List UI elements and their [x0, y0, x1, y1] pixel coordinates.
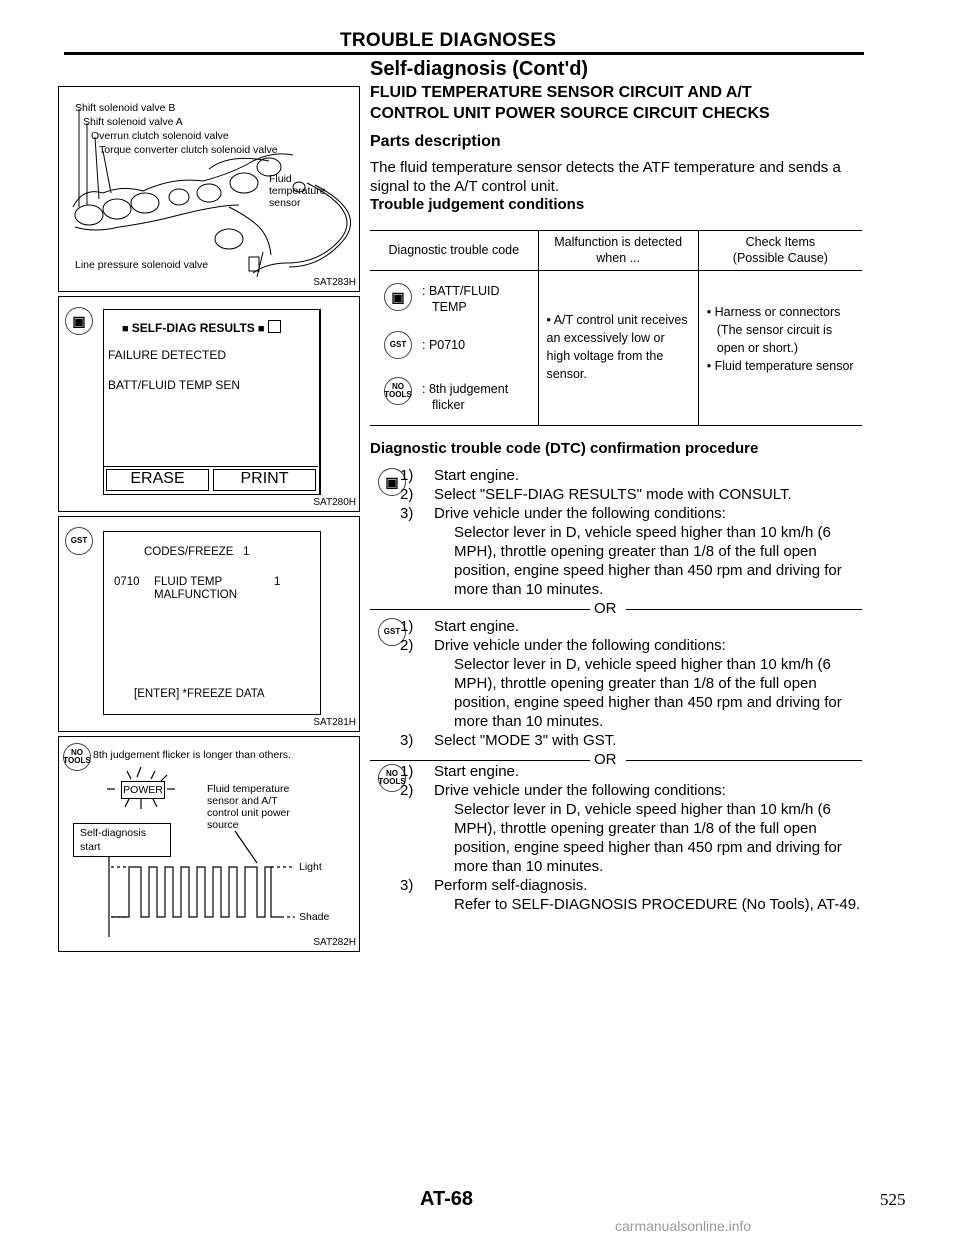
gst-steps — [370, 617, 865, 769]
trouble-heading: Trouble judgement conditions — [370, 196, 585, 213]
label-shift-solenoid-b: Shift solenoid valve B — [75, 102, 176, 114]
step-number: 3) — [400, 732, 414, 749]
malfunction-cell — [538, 271, 698, 426]
print-button[interactable]: PRINT — [213, 469, 316, 491]
page-header-title: TROUBLE DIAGNOSES — [340, 30, 557, 51]
source-label-3: control unit power — [207, 807, 290, 819]
step-text: Drive vehicle under the following conditions: — [434, 637, 726, 654]
step-number: 3) — [400, 877, 414, 894]
circuit-check-heading — [370, 82, 850, 124]
gst-screen-figure — [58, 516, 360, 732]
col-header-check-2: (Possible Cause) — [732, 251, 828, 265]
step-text: Start engine. — [434, 467, 520, 484]
gst-icon: GST — [65, 527, 93, 555]
no-tools-icon: NO TOOLS — [384, 377, 412, 405]
step-text: Selector lever in D, vehicle speed higher than 10 km/h (6 MPH), throttle opening greater than 1/8 of the full open position, engine speed higher than 450 rpm and driving for more than 10 minutes. — [454, 656, 842, 730]
self-diag-title: SELF-DIAG RESULTS — [131, 321, 255, 335]
source-label-4: source — [207, 819, 239, 831]
step-text: Selector lever in D, vehicle speed higher than 10 km/h (6 MPH), throttle opening greater than 1/8 of the full open position, engine speed higher than 450 rpm and driving for more than 10 minutes. — [454, 524, 842, 598]
step-number: 1) — [400, 467, 414, 484]
label-shift-solenoid-a: Shift solenoid valve A — [83, 116, 183, 128]
code-row-gst — [384, 331, 538, 359]
step-text: Drive vehicle under the following conditions: — [434, 505, 726, 522]
figure-code: SAT283H — [313, 277, 356, 288]
consult-icon: ▣ — [378, 468, 406, 496]
code-consult-2: TEMP — [432, 300, 467, 314]
check-item-1: • Harness or connectors — [706, 305, 841, 319]
consult-icon: ▣ — [384, 283, 412, 311]
code-gst: : P0710 — [422, 338, 466, 352]
step-text: Start engine. — [434, 763, 520, 780]
no-tools-icon: NO TOOLS — [378, 764, 406, 792]
step-text: Start engine. — [434, 618, 520, 635]
figure-code: SAT281H — [313, 717, 356, 728]
parts-heading: Parts description — [370, 133, 501, 150]
step-number: 1) — [400, 618, 414, 635]
label-sensor: sensor — [269, 197, 301, 209]
source-label-1: Fluid temperature — [207, 783, 290, 795]
label-fluid: Fluid — [269, 173, 292, 185]
check-cell — [698, 271, 862, 426]
shade-label: Shade — [299, 911, 330, 923]
code-row-notools — [384, 377, 538, 412]
label-torque-converter: Torque converter clutch solenoid valve — [99, 144, 278, 156]
step-text: Select "SELF-DIAG RESULTS" mode with CONSULT. — [434, 486, 792, 503]
step-number: 2) — [400, 486, 414, 503]
light-label: Light — [299, 861, 322, 873]
codes-freeze-row — [144, 546, 249, 558]
malfunction-text: • A/T control unit receives an excessively low or high voltage from the sensor. — [546, 313, 688, 381]
checkbox-icon — [268, 320, 281, 333]
label-temperature: temperature — [269, 185, 326, 197]
dtc-number: 0710 — [114, 576, 140, 588]
figure-code: SAT280H — [313, 497, 356, 508]
gst-icon: GST — [378, 618, 406, 646]
parts-description: The fluid temperature sensor detects the ATF temperature and sends a signal to the A/T control unit. — [370, 159, 841, 195]
gst-footer: [ENTER] *FREEZE DATA — [134, 688, 265, 700]
step-number: 3) — [400, 505, 414, 522]
source-label-2: sensor and A/T — [207, 795, 278, 807]
label-overrun-clutch: Overrun clutch solenoid valve — [91, 130, 229, 142]
consult-display — [103, 309, 321, 495]
label-line-pressure: Line pressure solenoid valve — [75, 259, 209, 271]
erase-button[interactable]: ERASE — [106, 469, 209, 491]
self-diag-start-2: start — [80, 841, 101, 853]
no-tools-icon: NO TOOLS — [63, 743, 91, 771]
failure-detected-label: FAILURE DETECTED — [108, 348, 227, 362]
dtc-description-2: MALFUNCTION — [154, 589, 238, 601]
consult-screen-figure — [58, 296, 360, 512]
col-header-code: Diagnostic trouble code — [370, 230, 538, 271]
codes-freeze-title: CODES/FREEZE — [144, 546, 234, 558]
step-number: 1) — [400, 763, 414, 780]
col-header-malfunction — [538, 230, 698, 271]
step-text: Select "MODE 3" with GST. — [434, 732, 617, 749]
figure-code: SAT282H — [313, 937, 356, 948]
or-label: OR — [594, 751, 617, 768]
header-rule — [64, 52, 864, 55]
check-item-2: (The sensor circuit is open or short.) — [716, 323, 833, 355]
step-text: Refer to SELF-DIAGNOSIS PROCEDURE (No Tools), AT-49. — [454, 896, 861, 913]
code-notools-1: : 8th judgement — [422, 382, 509, 396]
col-header-check — [698, 230, 862, 271]
flicker-caption: 8th judgement flicker is longer than others. — [93, 749, 291, 761]
consult-icon: ▣ — [65, 307, 93, 335]
gst-display — [103, 531, 321, 715]
detected-item: BATT/FLUID TEMP SEN — [108, 378, 241, 392]
or-divider — [370, 599, 865, 618]
component-figure — [58, 86, 360, 292]
consult-steps — [370, 466, 865, 618]
col-header-malfunction-2: when ... — [596, 251, 641, 265]
step-text: Selector lever in D, vehicle speed higher than 10 km/h (6 MPH), throttle opening greater than 1/8 of the full open position, engine speed higher than 450 rpm and driving for more than 10 minutes. — [454, 801, 842, 875]
check-item-3: • Fluid temperature sensor — [706, 359, 854, 373]
page-number: 525 — [880, 1190, 906, 1209]
codes-freeze-count: 1 — [243, 546, 250, 558]
subheading-line-2: CONTROL UNIT POWER SOURCE CIRCUIT CHECKS — [370, 105, 770, 122]
or-label: OR — [594, 600, 617, 617]
code-notools-2: flicker — [432, 398, 465, 412]
self-diag-start-1: Self-diagnosis — [80, 827, 146, 839]
page-code: AT-68 — [420, 1188, 473, 1210]
step-number: 2) — [400, 637, 414, 654]
step-text: Perform self-diagnosis. — [434, 877, 588, 894]
step-text: Drive vehicle under the following conditions: — [434, 782, 726, 799]
code-consult-1: : BATT/FLUID — [422, 284, 500, 298]
section-heading: Self-diagnosis (Cont'd) — [370, 58, 589, 80]
dtc-description-1: FLUID TEMP — [154, 576, 223, 588]
code-row-consult — [384, 283, 538, 314]
gst-icon: GST — [384, 331, 412, 359]
code-cell — [370, 271, 538, 426]
col-header-malfunction-1: Malfunction is detected — [554, 235, 683, 249]
self-diag-title-row: ■ SELF-DIAG RESULTS ■ — [122, 320, 281, 335]
flicker-figure — [58, 736, 360, 952]
dtc-count: 1 — [274, 576, 281, 588]
power-lamp-label: POWER — [121, 781, 165, 799]
subheading-line-1: FLUID TEMPERATURE SENSOR CIRCUIT AND A/T — [370, 84, 752, 101]
col-header-check-1: Check Items — [745, 235, 816, 249]
notools-steps — [370, 762, 865, 914]
watermark: carmanualsonline.info — [615, 1218, 752, 1234]
step-number: 2) — [400, 782, 414, 799]
dtc-heading: Diagnostic trouble code (DTC) confirmation procedure — [370, 440, 759, 457]
trouble-table — [370, 230, 862, 426]
